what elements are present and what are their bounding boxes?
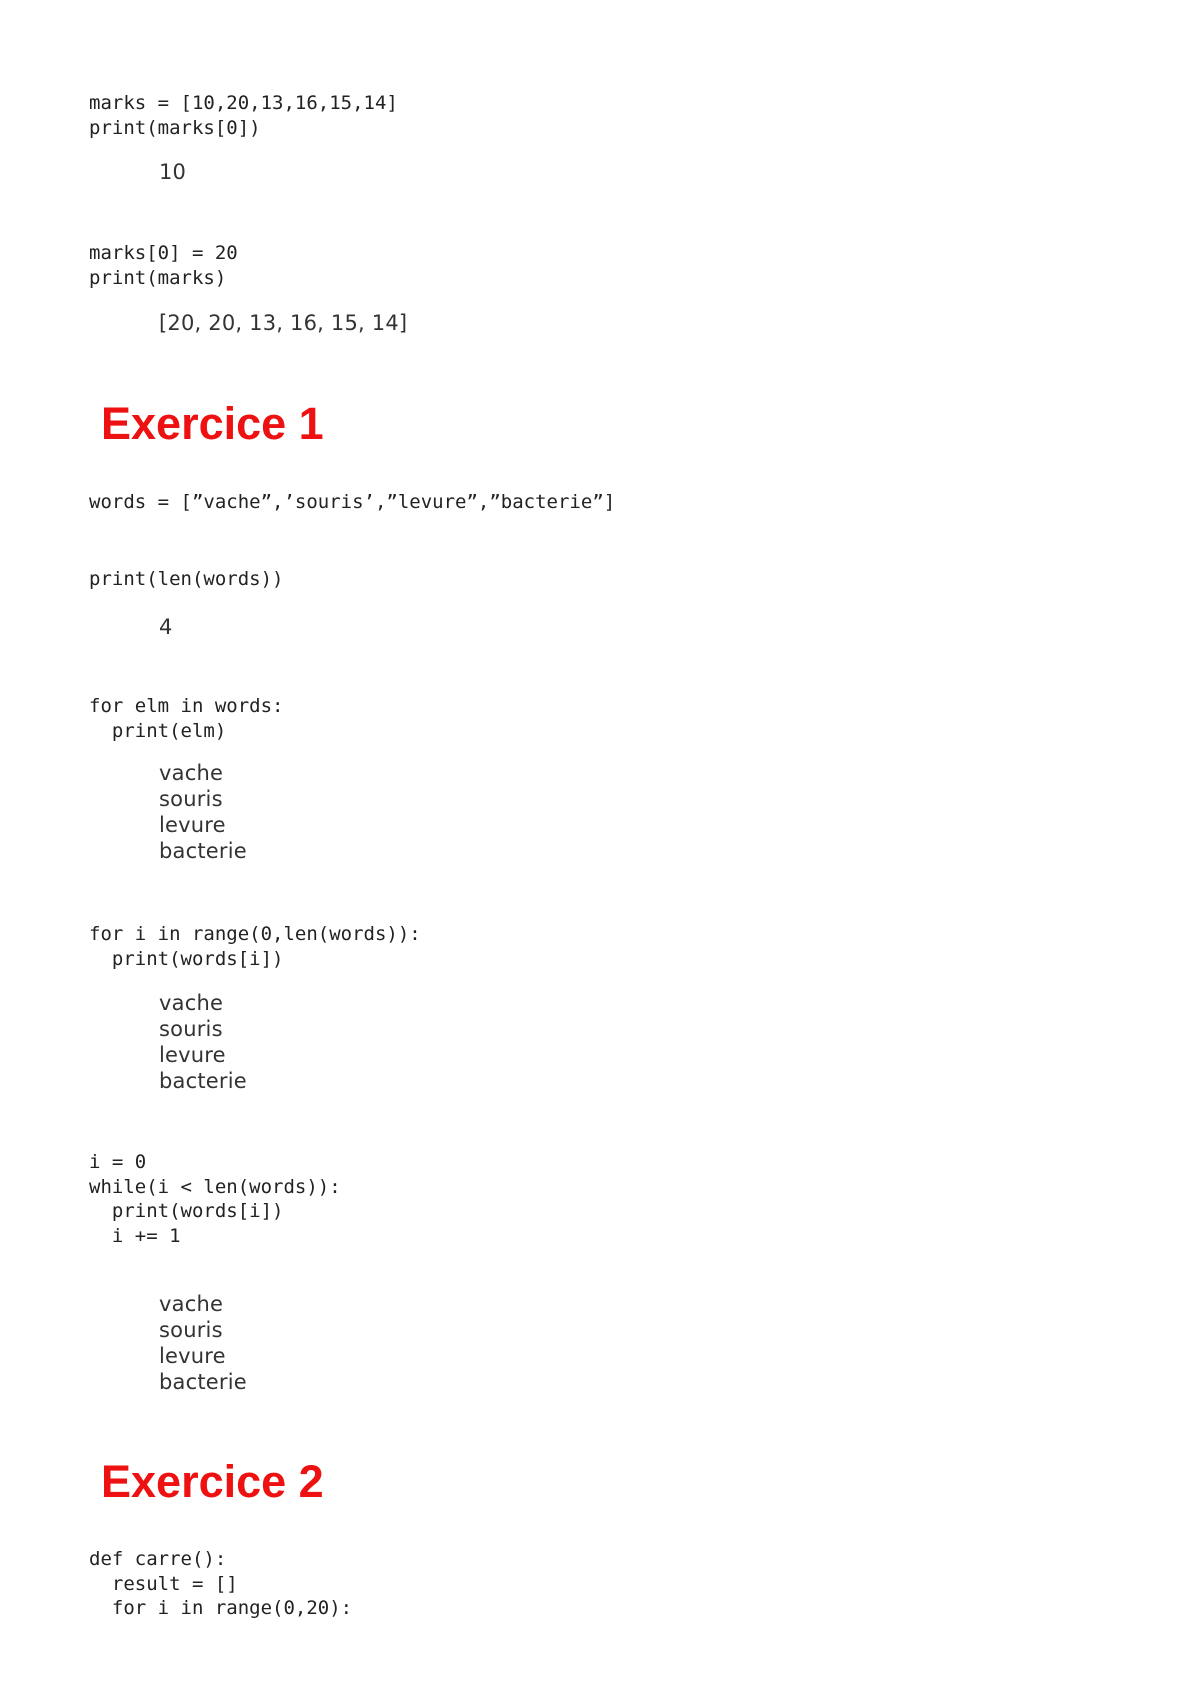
code-line: print(len(words)) <box>89 568 284 590</box>
code-block-for-elm <box>89 694 283 743</box>
code-line: while(i < len(words)): <box>89 1175 341 1198</box>
code-line: print(marks[0]) <box>89 116 261 139</box>
output-line: souris <box>159 1017 223 1041</box>
output-line: [20, 20, 13, 16, 15, 14] <box>159 311 408 335</box>
exercise-1-heading: Exercice 1 <box>101 398 324 449</box>
code-line: print(words[i]) <box>89 1200 284 1222</box>
code-line: for i in range(0,20): <box>89 1597 353 1619</box>
code-line: words = [”vache”,’souris’,”levure”,”bacterie”] <box>89 491 616 513</box>
output-line: 4 <box>159 615 173 639</box>
output-line: levure <box>159 813 226 837</box>
code-line: marks = [10,20,13,16,15,14] <box>89 92 398 114</box>
output-block-len-words <box>159 614 173 640</box>
code-block-marks-assign <box>89 241 238 290</box>
output-line: bacterie <box>159 839 247 863</box>
output-line: vache <box>159 1292 224 1316</box>
output-block-marks-index <box>159 159 186 185</box>
output-line: bacterie <box>159 1069 247 1093</box>
output-line: bacterie <box>159 1370 247 1394</box>
output-block-for-range <box>159 990 247 1094</box>
code-block-marks-index <box>89 91 398 140</box>
code-line: for elm in words: <box>89 695 284 717</box>
code-line: print(words[i]) <box>89 947 284 970</box>
exercise-2-heading: Exercice 2 <box>101 1456 324 1507</box>
code-line: i += 1 <box>89 1224 181 1247</box>
output-line: vache <box>159 991 224 1015</box>
code-block-len-words <box>89 567 283 592</box>
code-block-words-def <box>89 490 615 515</box>
code-line: for i in range(0,len(words)): <box>89 923 421 945</box>
code-block-for-range <box>89 922 421 971</box>
code-line: i = 0 <box>89 1151 147 1173</box>
code-block-def-carre <box>89 1547 352 1621</box>
code-line: print(marks) <box>89 266 227 289</box>
code-line: print(elm) <box>89 719 227 742</box>
code-block-while <box>89 1150 341 1248</box>
output-block-for-elm <box>159 760 247 864</box>
output-block-marks-list <box>159 310 407 336</box>
output-line: souris <box>159 787 223 811</box>
output-block-while <box>159 1291 247 1395</box>
code-line: result = [] <box>89 1572 238 1595</box>
output-line: levure <box>159 1344 226 1368</box>
output-line: levure <box>159 1043 226 1067</box>
output-line: souris <box>159 1318 223 1342</box>
code-line: def carre(): <box>89 1548 227 1570</box>
output-line: 10 <box>159 160 187 184</box>
code-line: marks[0] = 20 <box>89 242 238 264</box>
output-line: vache <box>159 761 224 785</box>
